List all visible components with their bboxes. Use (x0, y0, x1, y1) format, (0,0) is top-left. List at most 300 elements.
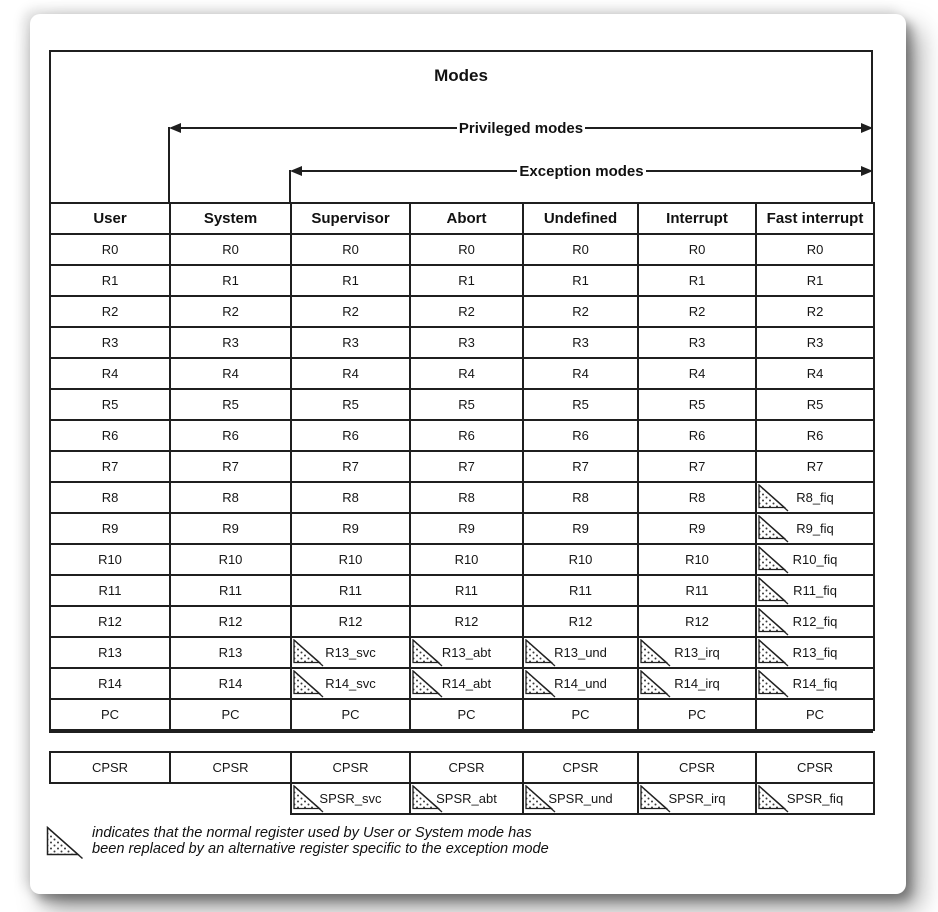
register-label: R6 (688, 428, 706, 443)
register-cell (291, 752, 410, 783)
register-label: R4 (101, 366, 119, 381)
banked-register-cell (410, 783, 523, 814)
replaced-register-icon (525, 785, 556, 813)
register-label: R0 (572, 242, 589, 257)
register-label: R10 (685, 552, 709, 567)
register-label: SPSR_abt (436, 791, 497, 806)
register-cell (50, 544, 170, 575)
register-label: R1 (572, 273, 589, 288)
register-cell (638, 327, 756, 358)
column-header-label: Undefined (543, 210, 618, 227)
replaced-register-icon (412, 670, 443, 698)
register-label: R11_fiq (793, 583, 837, 598)
register-label: PC (221, 707, 240, 722)
register-label: R12_fiq (792, 614, 838, 629)
register-cell (410, 420, 523, 451)
column-header-undefined (523, 203, 638, 234)
figure-title: Modes (434, 66, 488, 85)
register-label: R1 (222, 273, 239, 288)
register-label: R6 (101, 428, 119, 443)
register-cell (638, 544, 756, 575)
register-cell (523, 234, 638, 265)
register-cell (170, 327, 291, 358)
register-label: R6 (458, 428, 475, 443)
register-cell (638, 451, 756, 482)
arrow-line (646, 170, 861, 172)
register-label: R4 (688, 366, 706, 381)
register-label: SPSR_irq (668, 791, 726, 806)
register-cell (638, 482, 756, 513)
register-cell (291, 575, 410, 606)
register-label: PC (805, 707, 825, 722)
register-cell (170, 296, 291, 327)
register-row (50, 699, 874, 730)
arrowhead-left-icon (290, 166, 302, 176)
register-cell (291, 420, 410, 451)
register-label: R5 (688, 397, 706, 412)
register-cell (50, 513, 170, 544)
register-label: R2 (806, 304, 824, 319)
register-cell (170, 752, 291, 783)
register-cell (291, 358, 410, 389)
register-cell (170, 420, 291, 451)
register-cell (756, 296, 874, 327)
register-label: R3 (458, 335, 475, 350)
register-label: R9 (101, 521, 119, 536)
register-cell (50, 296, 170, 327)
register-cell (523, 752, 638, 783)
column-header-label: System (203, 210, 258, 227)
register-label: R8 (342, 490, 359, 505)
register-cell (50, 358, 170, 389)
register-label: R6 (806, 428, 824, 443)
banked-register-cell (756, 668, 874, 699)
mode-header-row (50, 203, 874, 234)
register-row (50, 451, 874, 482)
banked-register-cell (756, 482, 874, 513)
register-label: R3 (688, 335, 706, 350)
register-cell (291, 389, 410, 420)
register-label: R13 (98, 645, 122, 660)
privileged-span-connector-line (168, 127, 170, 203)
register-label: R5 (101, 397, 119, 412)
register-cell (523, 389, 638, 420)
register-label: R10 (454, 552, 479, 567)
banked-register-cell (756, 606, 874, 637)
register-label: R1 (342, 273, 359, 288)
register-cell (523, 575, 638, 606)
register-label: PC (100, 707, 120, 722)
register-label: R9_fiq (796, 521, 834, 536)
register-label: SPSR_fiq (786, 791, 844, 806)
register-cell (291, 265, 410, 296)
register-cell (523, 420, 638, 451)
register-label: R1 (688, 273, 706, 288)
register-label: CPSR (332, 760, 369, 775)
register-cell (50, 451, 170, 482)
exception-modes-label: Exception modes (519, 162, 644, 180)
register-label: R8 (101, 490, 119, 505)
register-cell (638, 699, 756, 730)
replaced-register-icon (640, 785, 671, 813)
banked-register-cell (756, 783, 874, 814)
replaced-register-icon (525, 639, 556, 667)
register-label: R10 (568, 552, 593, 567)
register-label: R0 (688, 242, 706, 257)
register-label: R14_und (554, 676, 607, 691)
register-label: R7 (342, 459, 359, 474)
replaced-register-icon (758, 785, 789, 813)
register-cell (410, 699, 523, 730)
register-label: R12 (338, 614, 363, 629)
register-label: R3 (572, 335, 589, 350)
register-label: R4 (458, 366, 475, 381)
register-row (50, 389, 874, 420)
register-label: R3 (806, 335, 824, 350)
column-header-fast-interrupt (756, 203, 874, 234)
register-label: CPSR (796, 760, 834, 775)
register-cell (756, 327, 874, 358)
register-label: R14 (218, 676, 243, 691)
register-label: R11 (98, 583, 122, 598)
replaced-register-icon (293, 670, 324, 698)
arrow-line (302, 170, 517, 172)
register-label: R0 (342, 242, 359, 257)
register-label: R4 (342, 366, 359, 381)
register-cell (523, 606, 638, 637)
register-cell (291, 234, 410, 265)
replaced-register-icon (525, 670, 556, 698)
register-label: R5 (572, 397, 589, 412)
register-cell (50, 752, 170, 783)
register-cell (638, 234, 756, 265)
register-label: R10 (218, 552, 243, 567)
register-label: R0 (458, 242, 475, 257)
register-row (50, 513, 874, 544)
register-cell (170, 575, 291, 606)
column-header-label: Abort (446, 210, 487, 227)
register-row (50, 327, 874, 358)
column-header-label: User (93, 210, 127, 227)
register-cell (638, 296, 756, 327)
register-label: R8 (572, 490, 589, 505)
register-label: R8 (458, 490, 475, 505)
register-row (50, 265, 874, 296)
register-label: R11 (455, 583, 478, 598)
register-label: CPSR (678, 760, 716, 775)
column-header-label: Supervisor (311, 210, 390, 227)
register-cell (170, 699, 291, 730)
banked-register-cell (291, 668, 410, 699)
register-cell (410, 575, 523, 606)
register-cell (638, 513, 756, 544)
register-cell (291, 513, 410, 544)
banked-register-cell (638, 668, 756, 699)
register-label: R11 (685, 583, 709, 598)
register-cell (291, 482, 410, 513)
register-row (50, 668, 874, 699)
replaced-register-icon (758, 608, 789, 636)
register-cell (291, 451, 410, 482)
register-row (50, 637, 874, 668)
empty-cell (170, 783, 291, 814)
register-label: R2 (222, 304, 239, 319)
banked-register-cell (291, 637, 410, 668)
status-register-table (49, 751, 875, 815)
register-row (50, 358, 874, 389)
register-cell (170, 513, 291, 544)
register-cell (523, 544, 638, 575)
exception-span-connector-line (289, 170, 291, 203)
register-label: R5 (342, 397, 359, 412)
register-label: R7 (572, 459, 589, 474)
register-table (49, 202, 875, 731)
column-header-label: Fast interrupt (766, 210, 864, 227)
register-cell (638, 358, 756, 389)
register-cell (170, 668, 291, 699)
status-register-table-body (50, 752, 874, 814)
register-label: R0 (101, 242, 119, 257)
register-label: R7 (806, 459, 824, 474)
register-cell (50, 482, 170, 513)
spsr-row (50, 783, 874, 814)
register-cell (756, 699, 874, 730)
register-cell (523, 482, 638, 513)
register-table-body (50, 234, 874, 730)
register-label: R10 (98, 552, 122, 567)
register-label: R13_irq (674, 645, 720, 660)
register-cell (50, 327, 170, 358)
register-label: R14_irq (674, 676, 720, 691)
legend-note (92, 826, 549, 857)
register-cell (638, 752, 756, 783)
banked-register-cell (410, 637, 523, 668)
register-cell (756, 389, 874, 420)
register-cell (410, 358, 523, 389)
register-row (50, 575, 874, 606)
register-cell (638, 265, 756, 296)
register-label: R12 (98, 614, 122, 629)
column-header-abort (410, 203, 523, 234)
register-label: R13_svc (325, 645, 376, 660)
register-cell (410, 606, 523, 637)
register-label: R7 (101, 459, 119, 474)
register-label: R2 (688, 304, 706, 319)
register-label: R8_fiq (796, 490, 834, 505)
replaced-register-icon (293, 639, 324, 667)
banked-register-cell (523, 668, 638, 699)
register-label: R1 (458, 273, 475, 288)
register-cell (170, 482, 291, 513)
register-label: R9 (342, 521, 359, 536)
register-cell (170, 234, 291, 265)
register-label: R12 (218, 614, 243, 629)
empty-cell (50, 783, 170, 814)
register-cell (756, 451, 874, 482)
register-row (50, 606, 874, 637)
register-label: CPSR (448, 760, 485, 775)
replaced-register-icon (758, 670, 789, 698)
arrow-line (585, 127, 861, 129)
register-cell (523, 513, 638, 544)
register-label: R8 (222, 490, 239, 505)
replaced-register-icon (412, 785, 443, 813)
register-cell (410, 752, 523, 783)
register-cell (410, 389, 523, 420)
register-row (50, 296, 874, 327)
register-cell (523, 265, 638, 296)
replaced-register-icon (758, 515, 789, 543)
column-header-user (50, 203, 170, 234)
register-cell (756, 420, 874, 451)
register-cell (170, 606, 291, 637)
register-cell (410, 327, 523, 358)
register-label: R14_svc (325, 676, 376, 691)
register-cell (170, 358, 291, 389)
register-label: R6 (222, 428, 239, 443)
register-cell (50, 575, 170, 606)
register-cell (638, 575, 756, 606)
column-header-interrupt (638, 203, 756, 234)
register-label: R1 (101, 273, 119, 288)
replaced-register-icon (758, 484, 789, 512)
register-label: R10 (338, 552, 363, 567)
register-label: CPSR (562, 760, 599, 775)
register-cell (170, 389, 291, 420)
register-cell (756, 358, 874, 389)
banked-register-cell (638, 783, 756, 814)
legend-note-line2: been replaced by an alternative register specific to the exception mode (92, 840, 549, 857)
register-cell (170, 637, 291, 668)
register-cell (410, 544, 523, 575)
register-label: R14 (98, 676, 122, 691)
arrowhead-left-icon (169, 123, 181, 133)
privileged-modes-label: Privileged modes (458, 119, 584, 137)
register-label: R3 (222, 335, 239, 350)
register-cell (50, 606, 170, 637)
register-row (50, 482, 874, 513)
register-cell (638, 606, 756, 637)
banked-register-cell (756, 575, 874, 606)
arrowhead-right-icon (861, 123, 873, 133)
register-label: R5 (458, 397, 475, 412)
register-label: R4 (572, 366, 589, 381)
register-cell (638, 420, 756, 451)
register-cell (523, 327, 638, 358)
register-cell (50, 668, 170, 699)
register-label: R9 (458, 521, 475, 536)
banked-register-cell (291, 783, 410, 814)
register-label: R13_fiq (792, 645, 838, 660)
register-cell (50, 389, 170, 420)
register-label: R13_und (554, 645, 607, 660)
banked-register-cell (523, 783, 638, 814)
register-cell (410, 513, 523, 544)
register-cell (523, 358, 638, 389)
register-cell (50, 234, 170, 265)
register-row (50, 420, 874, 451)
register-label: R11 (219, 583, 242, 598)
register-label: R2 (458, 304, 475, 319)
register-label: PC (341, 707, 360, 722)
register-label: R14_fiq (792, 676, 838, 691)
register-label: R3 (101, 335, 119, 350)
register-label: SPSR_und (548, 791, 613, 806)
legend-note-line1: indicates that the normal register used by User or System mode has (92, 825, 532, 841)
register-cell (50, 699, 170, 730)
register-label: PC (687, 707, 707, 722)
replaced-register-icon (640, 670, 671, 698)
arrow-line (181, 127, 457, 129)
register-cell (291, 544, 410, 575)
register-label: R9 (688, 521, 706, 536)
register-label: R0 (222, 242, 239, 257)
banked-register-cell (638, 637, 756, 668)
register-label: CPSR (91, 760, 129, 775)
register-row (50, 234, 874, 265)
register-cell (291, 606, 410, 637)
register-label: R13_abt (441, 645, 492, 660)
register-cell (756, 265, 874, 296)
register-label: R0 (806, 242, 824, 257)
register-cell (410, 451, 523, 482)
arrowhead-right-icon (861, 166, 873, 176)
register-cell (50, 637, 170, 668)
banked-register-cell (756, 637, 874, 668)
register-label: PC (571, 707, 590, 722)
register-cell (756, 234, 874, 265)
column-header-supervisor (291, 203, 410, 234)
column-header-label: Interrupt (666, 210, 728, 227)
register-label: R6 (342, 428, 359, 443)
replaced-register-icon (640, 639, 671, 667)
replaced-register-icon (758, 546, 789, 574)
register-label: R11 (339, 583, 362, 598)
register-label: R5 (806, 397, 824, 412)
banked-register-cell (756, 544, 874, 575)
register-label: R2 (572, 304, 589, 319)
register-cell (50, 420, 170, 451)
exception-modes-span-arrow (290, 163, 873, 179)
banked-register-cell (410, 668, 523, 699)
register-label: R12 (685, 614, 709, 629)
register-label: R12 (454, 614, 479, 629)
register-cell (170, 265, 291, 296)
column-header-system (170, 203, 291, 234)
register-label: R8 (688, 490, 706, 505)
register-cell (410, 234, 523, 265)
register-label: R2 (101, 304, 119, 319)
replaced-register-icon (293, 785, 324, 813)
register-label: R7 (222, 459, 239, 474)
register-cell (756, 752, 874, 783)
register-cell (170, 544, 291, 575)
register-label: PC (457, 707, 476, 722)
register-row (50, 544, 874, 575)
register-label: R14_abt (441, 676, 492, 691)
register-label: CPSR (212, 760, 249, 775)
register-label: R5 (222, 397, 239, 412)
banked-register-cell (523, 637, 638, 668)
register-label: R3 (342, 335, 359, 350)
register-label: R2 (342, 304, 359, 319)
register-label: R11 (569, 583, 592, 598)
register-cell (291, 296, 410, 327)
replaced-register-icon (412, 639, 443, 667)
register-cell (523, 451, 638, 482)
register-label: R9 (572, 521, 589, 536)
register-label: R10_fiq (792, 552, 838, 567)
